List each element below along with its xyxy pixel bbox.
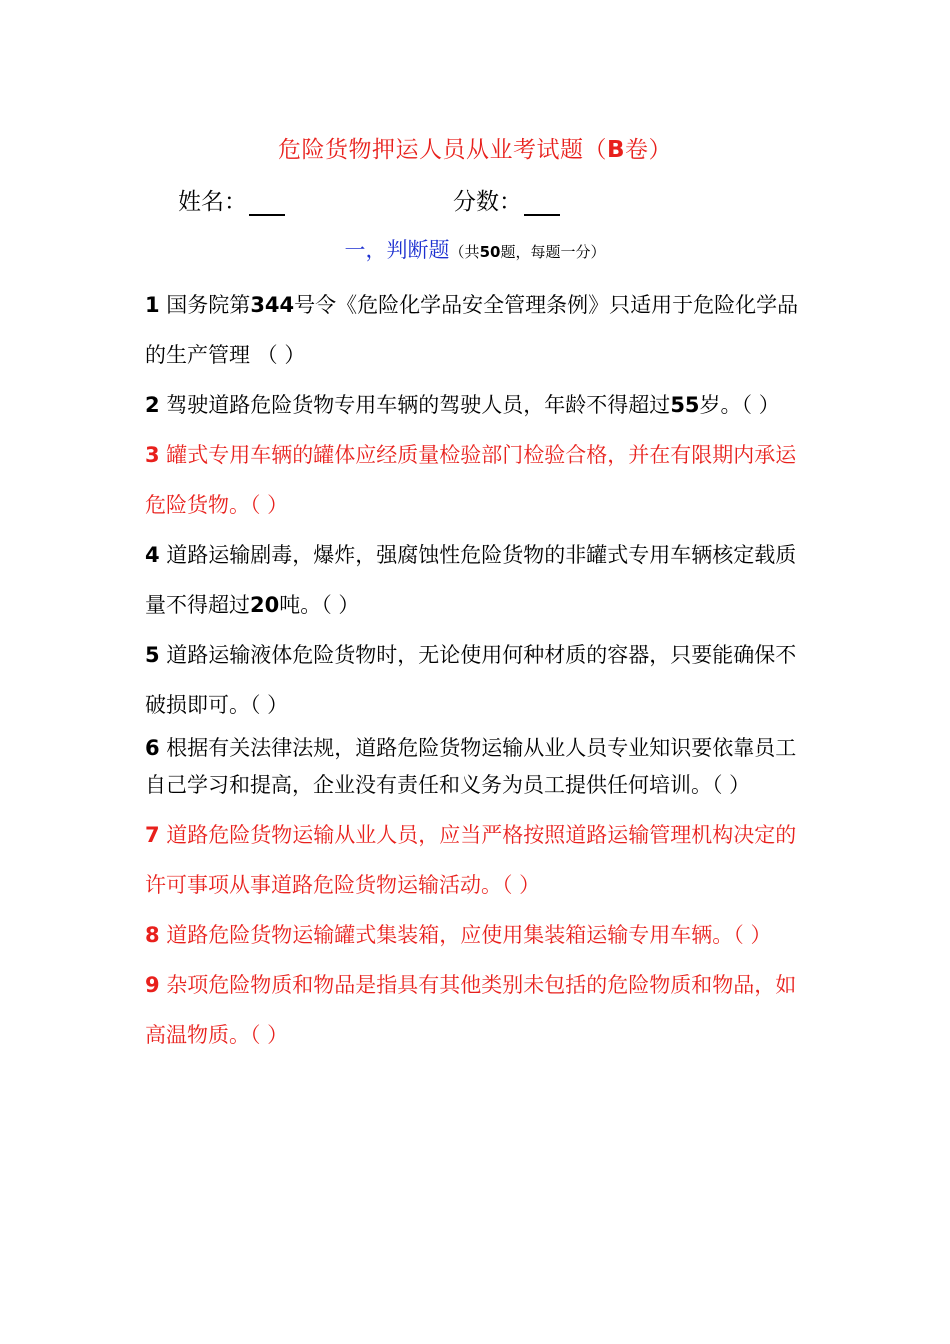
question-5 bbox=[145, 630, 813, 730]
section-note bbox=[450, 243, 606, 261]
question-text: 道路危险货物运输从业人员，应当严格按照道路运输管理机构决定的许可事项从事道路危险货物运输活动。（ ） bbox=[145, 823, 797, 897]
question-text: 罐式专用车辆的罐体应经质量检验部门检验合格，并在有限期内承运危险货物。（ ） bbox=[145, 443, 797, 517]
question-text: 道路运输剧毒，爆炸，强腐蚀性危险货物的非罐式专用车辆核定载质量不得超过 bbox=[145, 543, 797, 617]
question-list bbox=[145, 280, 813, 1060]
section-heading bbox=[0, 234, 950, 264]
question-9 bbox=[145, 960, 813, 1060]
question-4 bbox=[145, 530, 813, 630]
question-bold-value: 344 bbox=[250, 293, 295, 317]
question-3 bbox=[145, 430, 813, 530]
question-6 bbox=[145, 730, 813, 804]
question-text-post: 岁。（ ） bbox=[699, 393, 780, 417]
title-text-bold: B bbox=[606, 137, 626, 163]
score-blank bbox=[524, 192, 560, 216]
score-field-row bbox=[453, 183, 560, 216]
question-1 bbox=[145, 280, 813, 380]
question-number: 2 bbox=[145, 393, 160, 417]
section-note-pre: （共 bbox=[449, 243, 480, 261]
question-text: 道路危险货物运输罐式集装箱，应使用集装箱运输专用车辆。（ ） bbox=[159, 923, 772, 947]
question-number: 9 bbox=[145, 973, 160, 997]
question-text: 根据有关法律法规，道路危险货物运输从业人员专业知识要依靠员工自己学习和提高，企业没有责任和义务为员工提供任何培训。（ ） bbox=[145, 736, 797, 797]
question-number: 7 bbox=[145, 823, 160, 847]
question-number: 3 bbox=[145, 443, 160, 467]
question-text: 杂项危险物质和物品是指具有其他类别未包括的危险物质和物品，如高温物质。（ ） bbox=[145, 973, 797, 1047]
score-label: 分数： bbox=[453, 189, 522, 215]
section-note-post: 题，每题一分） bbox=[500, 243, 606, 261]
name-field-row bbox=[178, 183, 285, 216]
question-8 bbox=[145, 910, 813, 960]
name-label: 姓名： bbox=[178, 189, 247, 215]
question-bold-value: 20 bbox=[250, 593, 280, 617]
question-text: 道路运输液体危险货物时，无论使用何种材质的容器，只要能确保不破损即可。（ ） bbox=[145, 643, 797, 717]
question-number: 4 bbox=[145, 543, 160, 567]
question-number: 8 bbox=[145, 923, 160, 947]
section-title: 一，判断题 bbox=[344, 238, 450, 262]
question-text-post: 吨。（ ） bbox=[279, 593, 360, 617]
question-7 bbox=[145, 810, 813, 910]
question-number: 5 bbox=[145, 643, 160, 667]
question-number: 6 bbox=[145, 736, 160, 760]
question-text-post: 号令《危险化学品安全管理条例》只适用于危险化学品的生产管理 （ ） bbox=[145, 293, 799, 367]
title-text-post: 卷） bbox=[625, 137, 673, 163]
question-bold-value: 55 bbox=[670, 393, 700, 417]
section-note-count: 50 bbox=[479, 243, 501, 261]
question-text: 驾驶道路危险货物专用车辆的驾驶人员，年龄不得超过 bbox=[159, 393, 671, 417]
exam-title bbox=[0, 131, 950, 164]
question-2 bbox=[145, 380, 813, 430]
name-blank bbox=[249, 192, 285, 216]
title-text-pre: 危险货物押运人员从业考试题（ bbox=[277, 137, 607, 163]
question-number: 1 bbox=[145, 293, 160, 317]
question-text: 国务院第 bbox=[159, 293, 251, 317]
